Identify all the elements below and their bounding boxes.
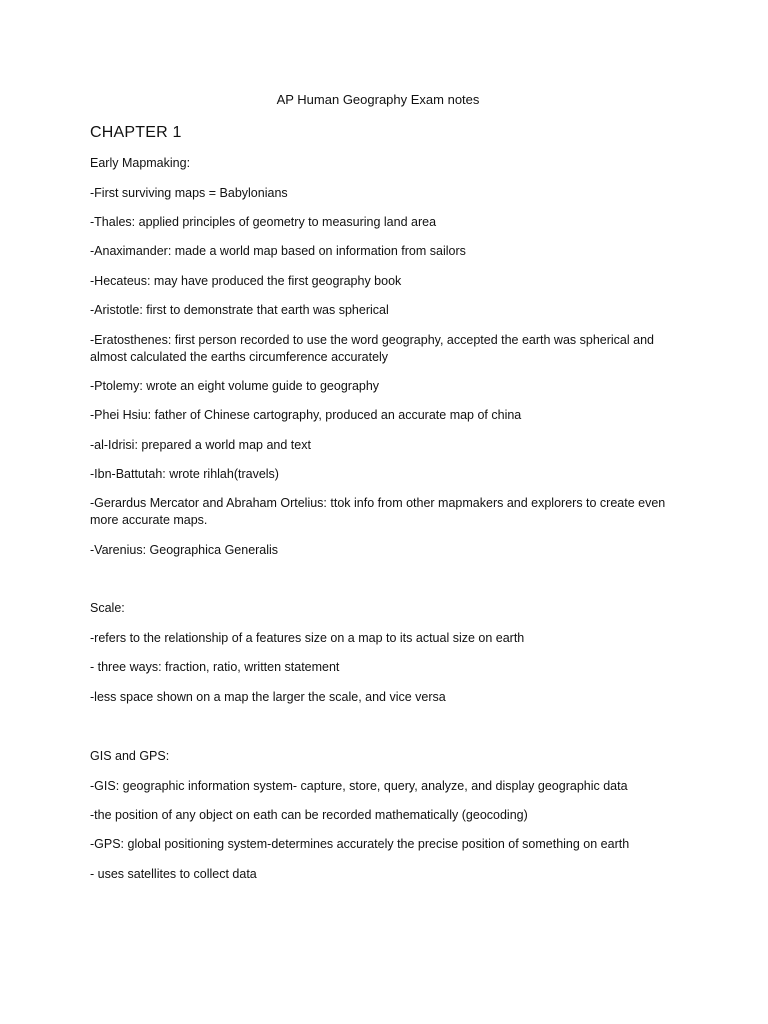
note-line: -Ibn-Battutah: wrote rihlah(travels) xyxy=(90,467,279,481)
note-line: -Aristotle: first to demonstrate that earth was spherical xyxy=(90,303,389,317)
note-line: -Hecateus: may have produced the first geography book xyxy=(90,274,402,288)
note-line: - uses satellites to collect data xyxy=(90,867,257,881)
note-line: -less space shown on a map the larger the scale, and vice versa xyxy=(90,690,446,704)
section-heading-mapmaking: Early Mapmaking: xyxy=(90,156,191,170)
note-line: -al-Idrisi: prepared a world map and text xyxy=(90,438,311,452)
note-line: -GPS: global positioning system-determines accurately the precise position of something on earth xyxy=(90,837,630,851)
note-line: -GIS: geographic information system- capture, store, query, analyze, and display geographic data xyxy=(90,779,628,793)
section-heading-scale: Scale: xyxy=(90,601,125,615)
note-line: -Eratosthenes: first person recorded to use the word geography, accepted the earth was spherical and almost calculated the earths circumference accurately xyxy=(90,333,654,364)
note-line: -Thales: applied principles of geometry to measuring land area xyxy=(90,215,437,229)
document-title: AP Human Geography Exam notes xyxy=(276,92,480,107)
note-line: -Phei Hsiu: father of Chinese cartography, produced an accurate map of china xyxy=(90,408,522,422)
note-line: -Ptolemy: wrote an eight volume guide to geography xyxy=(90,379,380,393)
note-line: - three ways: fraction, ratio, written statement xyxy=(90,660,340,674)
note-line: -refers to the relationship of a features size on a map to its actual size on earth xyxy=(90,631,525,645)
chapter-heading: CHAPTER 1 xyxy=(90,124,182,141)
section-heading-gis-gps: GIS and GPS: xyxy=(90,749,170,763)
note-line: -First surviving maps = Babylonians xyxy=(90,186,288,200)
note-line: -Anaximander: made a world map based on information from sailors xyxy=(90,244,466,258)
note-line: -Gerardus Mercator and Abraham Ortelius: ttok info from other mapmakers and explorers to create even more accurate maps. xyxy=(90,496,666,527)
note-line: -Varenius: Geographica Generalis xyxy=(90,543,279,557)
note-line: -the position of any object on eath can be recorded mathematically (geocoding) xyxy=(90,808,528,822)
